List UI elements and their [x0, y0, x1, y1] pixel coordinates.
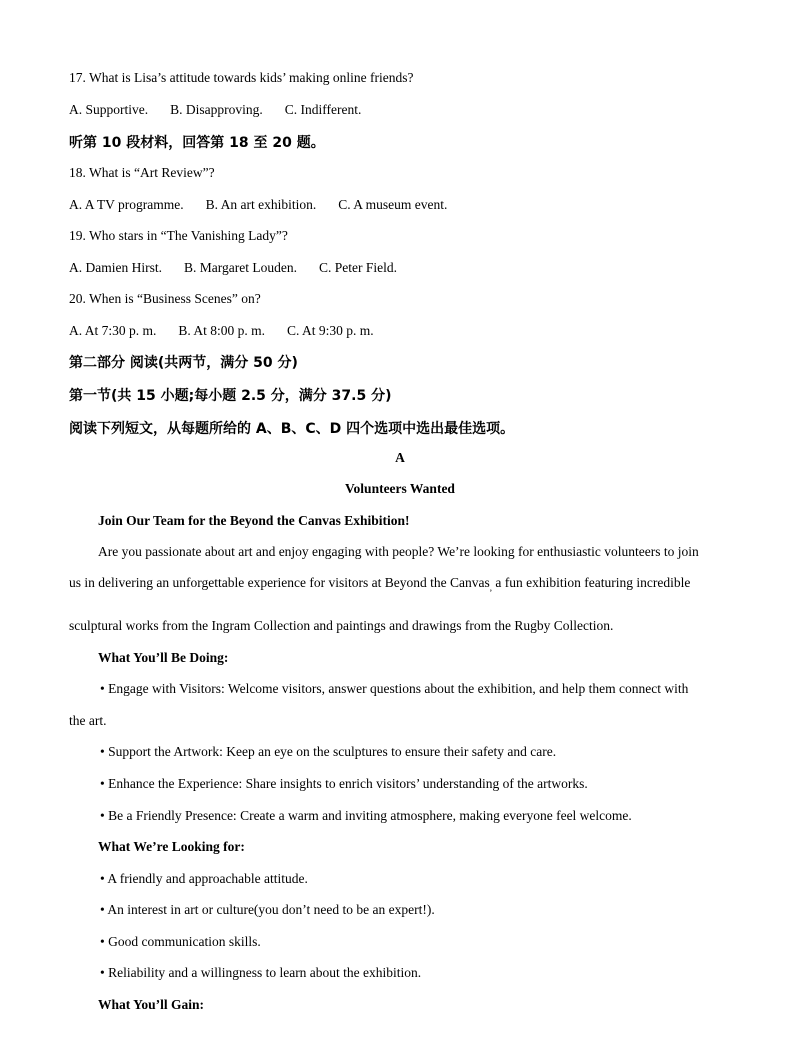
option-b[interactable]: B. At 8:00 p. m. [178, 323, 266, 338]
section-10-instruction: 听第 10 段材料，回答第 18 至 20 题。 [69, 135, 325, 151]
intro-line-2-rest: a fun exhibition featuring incredible [492, 575, 691, 590]
option-c[interactable]: C. At 9:30 p. m. [287, 323, 374, 338]
intro-line-2-comma: , [489, 582, 493, 593]
reading-instruction: 阅读下列短文，从每题所给的 A、B、C、D 四个选项中选出最佳选项。 [69, 421, 515, 437]
doing-item-1: • Engage with Visitors: Welcome visitors, answer questions about the exhibition, and help them connect with [100, 681, 689, 696]
looking-item-1: • A friendly and approachable attitude. [100, 871, 308, 886]
option-a[interactable]: A. At 7:30 p. m. [69, 323, 157, 338]
looking-item-2: • An interest in art or culture(you don’t need to be an expert!). [100, 902, 435, 917]
option-a[interactable]: A. A TV programme. [69, 197, 184, 212]
looking-item-3: • Good communication skills. [100, 934, 261, 949]
passage-title: Volunteers Wanted [345, 481, 455, 496]
section-one-title: 第一节(共 15 小题;每小题 2.5 分，满分 37.5 分) [69, 388, 392, 404]
looking-heading: What We’re Looking for: [98, 839, 245, 854]
option-b[interactable]: B. Margaret Louden. [183, 260, 297, 275]
option-c[interactable]: C. A museum event. [338, 197, 448, 212]
question-17: 17. What is Lisa’s attitude towards kids’ making online friends? [69, 70, 414, 85]
option-c[interactable]: C. Peter Field. [318, 260, 397, 275]
passage-letter: A [395, 450, 405, 465]
question-19: 19. Who stars in “The Vanishing Lady”? [69, 228, 288, 243]
looking-item-4: • Reliability and a willingness to learn about the exhibition. [100, 965, 422, 980]
intro-line-2 [69, 575, 690, 593]
intro-line-2-text: us in delivering an unforgettable experience for visitors at Beyond the Canvas [69, 575, 490, 590]
option-a[interactable]: A. Supportive. [69, 102, 149, 117]
gain-heading: What You’ll Gain: [98, 997, 205, 1012]
question-17-options [69, 102, 361, 118]
question-20: 20. When is “Business Scenes” on? [69, 291, 261, 306]
option-a[interactable]: A. Damien Hirst. [69, 260, 162, 275]
option-c[interactable]: C. Indifferent. [284, 102, 362, 117]
intro-line-3: sculptural works from the Ingram Collection and paintings and drawings from the Rugby Collection. [69, 618, 614, 633]
question-18-options [69, 197, 447, 213]
doing-item-3: • Enhance the Experience: Share insights to enrich visitors’ understanding of the artworks. [100, 776, 588, 791]
question-20-options [69, 323, 374, 339]
intro-line-1: Are you passionate about art and enjoy engaging with people? We’re looking for enthusiastic volunteers to join [98, 544, 699, 559]
doing-item-4: • Be a Friendly Presence: Create a warm and inviting atmosphere, making everyone feel welcome. [100, 808, 632, 823]
option-b[interactable]: B. An art exhibition. [205, 197, 317, 212]
question-18: 18. What is “Art Review”? [69, 165, 215, 180]
question-19-options [69, 260, 397, 276]
part-two-title: 第二部分 阅读(共两节，满分 50 分) [69, 355, 298, 371]
doing-heading: What You’ll Be Doing: [98, 650, 229, 665]
passage-subtitle: Join Our Team for the Beyond the Canvas Exhibition! [98, 513, 410, 528]
option-b[interactable]: B. Disapproving. [170, 102, 263, 117]
doing-item-2: • Support the Artwork: Keep an eye on the sculptures to ensure their safety and care. [100, 744, 557, 759]
doing-item-1-cont: the art. [69, 713, 107, 728]
